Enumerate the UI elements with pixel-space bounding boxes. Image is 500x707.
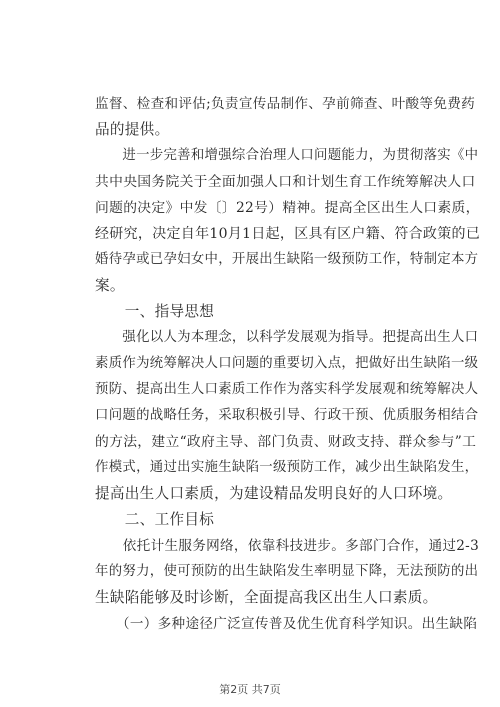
- section-heading: 二、工作目标: [95, 511, 215, 528]
- text-line: 强化以人为本理念，以科学发展观为指导。把提高出生人口: [95, 330, 479, 345]
- text-line: 生缺陷能够及时诊断，全面提高我区出生人口素质。: [95, 589, 438, 606]
- text-line: 提高出生人口素质，为建设精品发明良好的人口环境。: [95, 485, 453, 502]
- text-line: 共中央国务院关于全面加强人口和计划生育工作统筹解决人口: [95, 174, 476, 190]
- text-line: 案。: [95, 277, 125, 294]
- page-number-footer: 第2页 共7页: [219, 683, 281, 696]
- text-line: 预防、提高出生人口素质工作作为落实科学发展观和统筹解决人: [95, 382, 479, 397]
- text-line: 监督、检查和评估;负责宣传品制作、孕前筛查、叶酸等免费药: [95, 96, 476, 112]
- text-line: 依托计生服务网络，依靠科技进步。多部门合作，通过2-3: [95, 538, 480, 554]
- text-line: 作模式，通过出实施生缺陷一级预防工作，减少出生缺陷发生，: [95, 460, 479, 475]
- text-line: 年的努力，使可预防的出生缺陷发生率明显下降，无法预防的出: [95, 564, 479, 579]
- text-line: 进一步完善和增强综合治理人口问题能力，为贯彻落实《中: [95, 148, 479, 163]
- text-line: （一）多种途径广泛宣传普及优生优育科学知识。出生缺陷: [95, 616, 478, 632]
- text-line: 问题的决定》中发〔〕22号）精神。提高全区出生人口素质，: [95, 200, 480, 216]
- text-line: 口问题的战略任务，采取积极引导、行政干预、优质服务相结合: [95, 408, 479, 423]
- section-heading: 一、指导思想: [95, 303, 215, 320]
- text-line: 经研究，决定自年10月1日起，区具有区户籍、符合政策的已: [95, 226, 481, 242]
- text-line: 素质作为统筹解决人口问题的重要切入点，把做好出生缺陷一级: [95, 356, 479, 371]
- text-line: 品的提供。: [95, 121, 170, 138]
- text-line: 婚待孕或已孕妇女中，开展出生缺陷一级预防工作，特制定本方: [95, 252, 479, 267]
- text-line: 的方法，建立“政府主导、部门负责、财政支持、群众参与”工: [95, 434, 477, 450]
